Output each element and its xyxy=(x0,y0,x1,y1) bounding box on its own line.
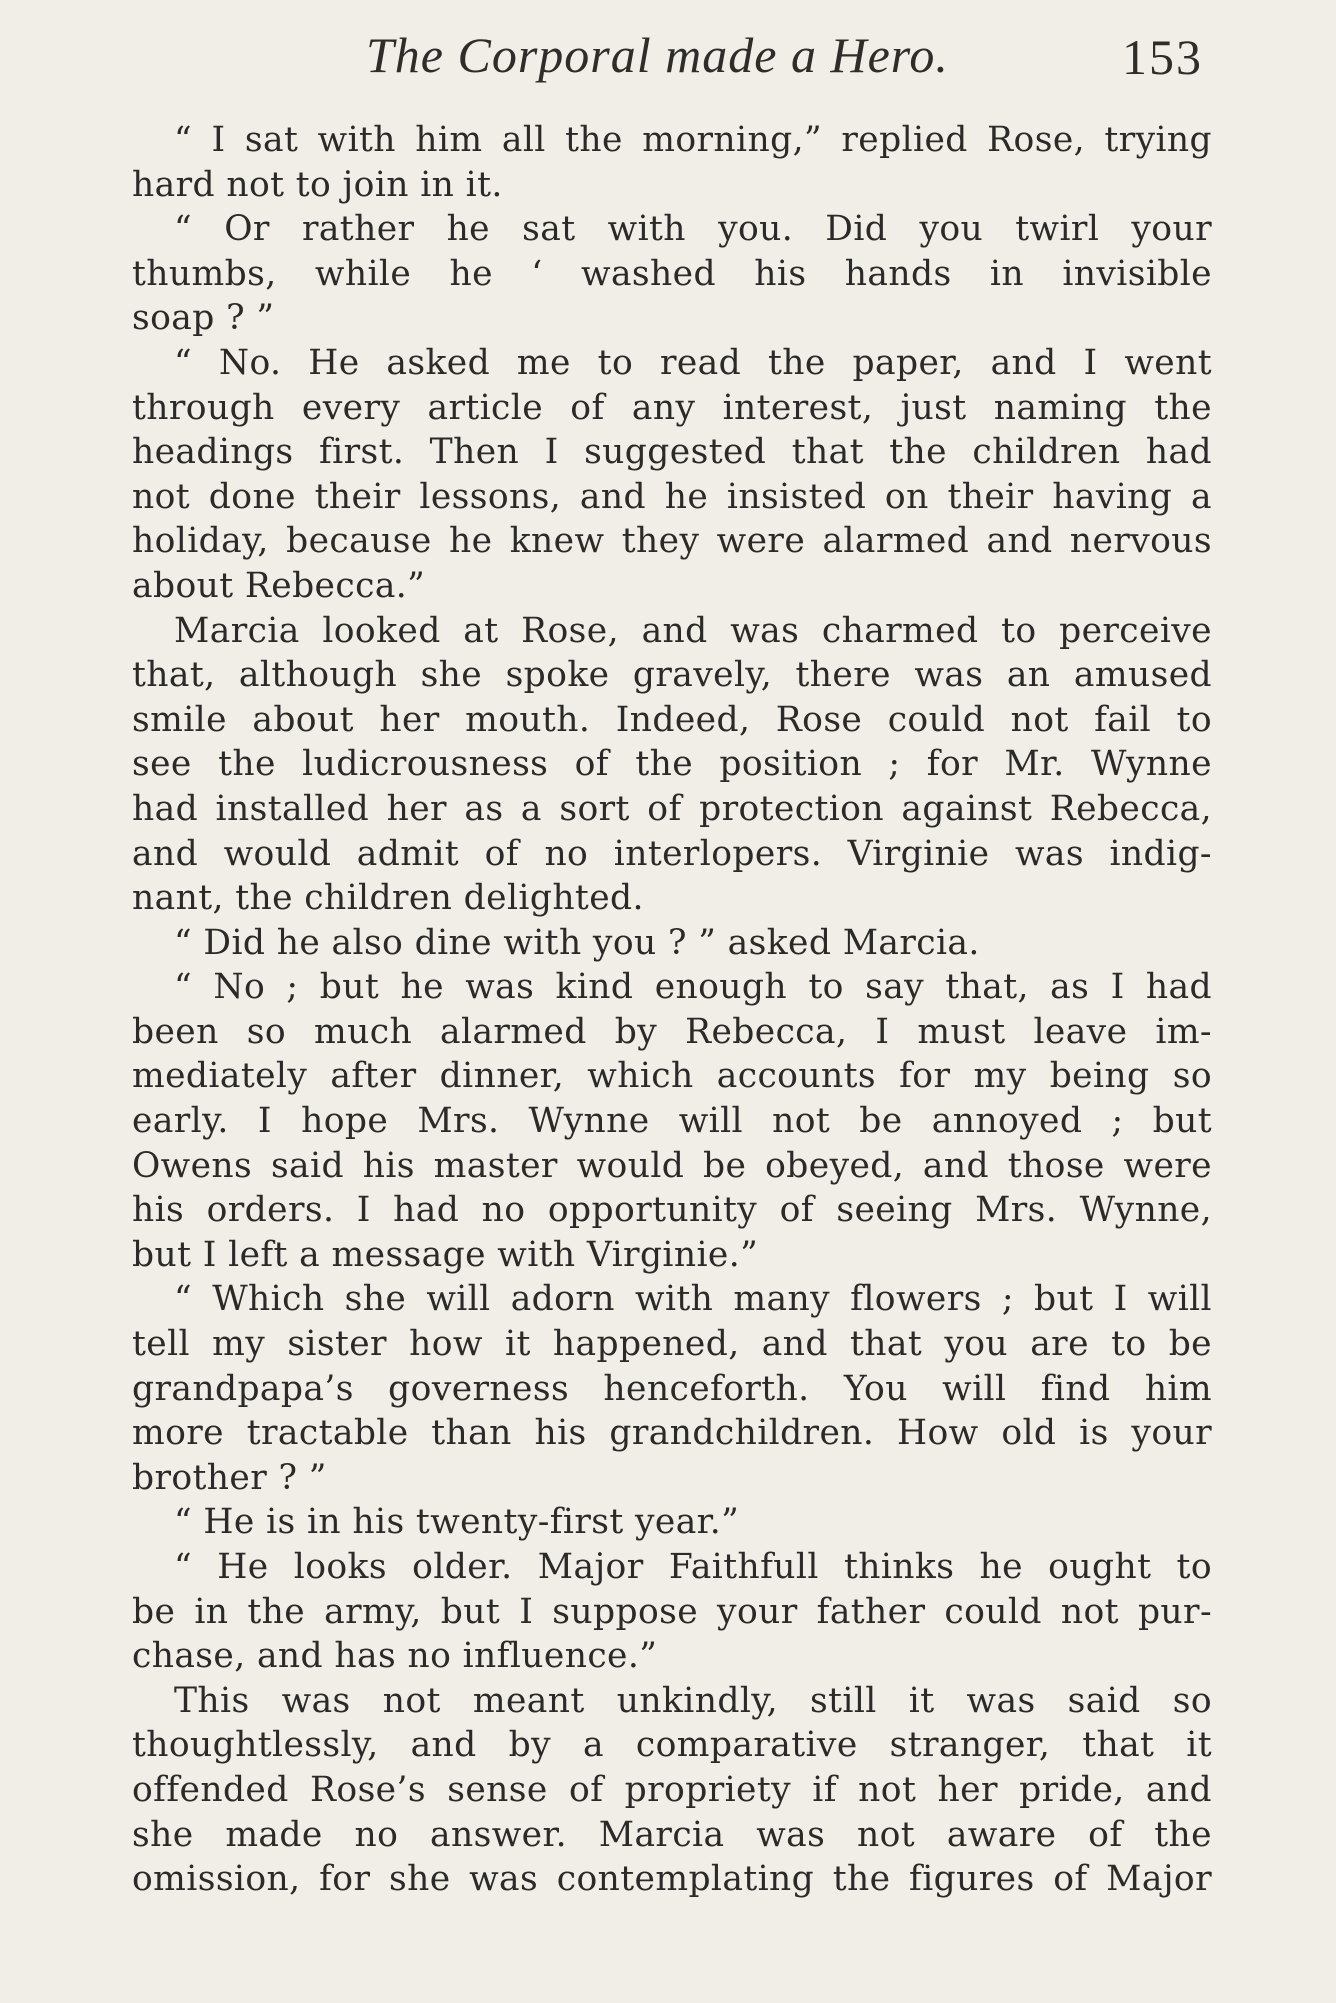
text-line: “ Did he also dine with you ? ” asked Marcia. xyxy=(174,922,980,963)
text-line: early. I hope Mrs. Wynne will not be annoyed ; but xyxy=(132,1101,1212,1142)
text-line: been so much alarmed by Rebecca, I must leave im- xyxy=(132,1011,1212,1052)
text-line: This was not meant unkindly, still it was said so xyxy=(174,1680,1212,1721)
text-line: chase, and has no influence.” xyxy=(132,1636,658,1677)
text-line: thoughtlessly, and by a comparative stranger, that it xyxy=(132,1725,1212,1766)
text-line: headings first. Then I suggested that the children had xyxy=(132,432,1212,473)
chapter-title: The Corporal made a Hero. xyxy=(366,27,949,83)
text-line: “ He is in his twenty-first year.” xyxy=(174,1502,740,1543)
text-line: be in the army, but I suppose your father could not pur- xyxy=(132,1591,1212,1632)
text-line: and would admit of no interlopers. Virginie was indig- xyxy=(132,833,1212,874)
text-line: that, although she spoke gravely, there was an amused xyxy=(132,655,1212,696)
text-line: “ I sat with him all the morning,” replied Rose, trying xyxy=(174,120,1212,160)
text-line: “ No. He asked me to read the paper, and I went xyxy=(174,342,1212,383)
text-line: his orders. I had no opportunity of seeing Mrs. Wynne, xyxy=(132,1190,1212,1231)
text-line: offended Rose’s sense of propriety if not her pride, and xyxy=(132,1769,1212,1810)
running-head xyxy=(0,26,1336,86)
text-line: holiday, because he knew they were alarmed and nervous xyxy=(132,521,1212,562)
text-line: “ He looks older. Major Faithfull thinks he ought to xyxy=(174,1547,1212,1587)
text-line: “ No ; but he was kind enough to say that, as I had xyxy=(174,967,1212,1008)
text-line: mediately after dinner, which accounts for my being so xyxy=(132,1056,1212,1097)
text-line: Marcia looked at Rose, and was charmed to perceive xyxy=(174,610,1212,651)
text-line: “ Or rather he sat with you. Did you twirl your xyxy=(174,209,1212,250)
text-line: through every article of any interest, just naming the xyxy=(132,387,1212,428)
text-line: she made no answer. Marcia was not aware of the xyxy=(132,1814,1212,1855)
text-line: but I left a message with Virginie.” xyxy=(132,1234,759,1275)
text-line: smile about her mouth. Indeed, Rose could not fail to xyxy=(132,699,1212,740)
text-line: tell my sister how it happened, and that you are to be xyxy=(132,1324,1212,1365)
text-line: not done their lessons, and he insisted on their having a xyxy=(132,476,1212,517)
text-line: Owens said his master would be obeyed, and those were xyxy=(132,1145,1212,1186)
text-line: brother ? ” xyxy=(132,1457,327,1498)
text-line: soap ? ” xyxy=(132,298,275,339)
text-line: about Rebecca.” xyxy=(132,565,426,606)
text-line: hard not to join in it. xyxy=(132,164,503,205)
text-line: “ Which she will adorn with many flowers ; but I will xyxy=(174,1279,1212,1320)
page-number: 153 xyxy=(1122,29,1203,85)
text-line: grandpapa’s governess henceforth. You will find him xyxy=(132,1368,1212,1409)
body-text xyxy=(132,118,1212,1902)
text-line: more tractable than his grandchildren. How old is your xyxy=(132,1413,1212,1454)
text-line: omission, for she was contemplating the figures of Major xyxy=(132,1859,1212,1900)
text-line: nant, the children delighted. xyxy=(132,878,644,919)
text-line: see the ludicrousness of the position ; for Mr. Wynne xyxy=(132,744,1212,785)
text-line: thumbs, while he ‘ washed his hands in invisible xyxy=(132,253,1212,294)
text-line: had installed her as a sort of protection against Rebecca, xyxy=(132,788,1212,829)
